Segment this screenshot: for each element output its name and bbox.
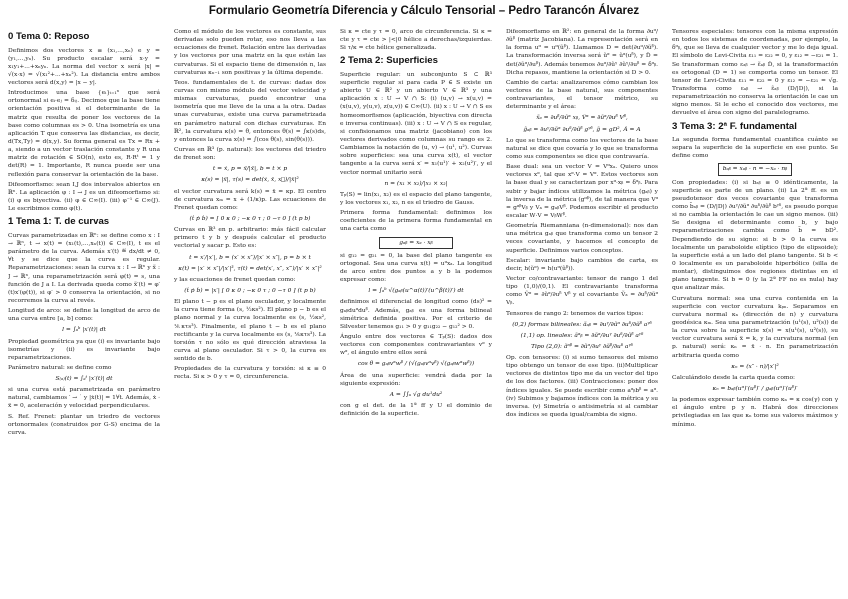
paragraph: Tensores especiales: tensores con la misma expresión en todos los sistemas de coordenadas, por ejemplo, la δᵅᵦ, que se lleva de cualquier vector y me lo deja igual. El símbolo de Levi-Civita ε₁₁ = ε₂₂ = 0, y ε₁₂ = −ε₂₁ = 1. Se transforman como εₐᵦ → ε̃ₐᵦ D̃, si la transformación es ortogonal (D = 1) se comporta como un tensor. El tensor de Levi-Civita ε₁₁ = ε₂₂ = 0 y ε₁₂ = −ε₂₁ = √g. Transforma como εₐᵦ → ε̃ₐᵦ (D/|D|), si la reparametrización no conserva la orientación le cae un signo menos. Si le echo el conocido dos vectores, me devuelve el área con signo del paralelogramo. [672,29,838,117]
paragraph: Geometría Riemanniana (n-dimensional): nos dan una métrica gₐᵦ que transforma como un tensor 2 veces covariante, y hacemos el concepto de superficie. Definimos varios conceptos. [506,223,658,254]
section-heading: 2 Tema 2: Superficies [340,55,438,67]
equation: (1,1) op. lineales: ãᵅᵦ = ∂ũᵅ/∂uᵞ ∂uᵟ/∂ũᵝ aᵞᵟ [520,332,644,339]
equation: S₍ₐ₎(t) = ∫ₐᵗ |x′(t)| dt [55,376,113,383]
paragraph: Difeomorfismo: sean I,J dos intervalos abiertos en ℝⁿ. La aplicación φ : I → J es un difeomorfismo si: (i) φ es biyectiva. (ii) φ ∈ C∞(I). (iii) φ⁻¹ ∈ C∞(J). Le escribimos como φ(t). [8,181,160,213]
paragraph: Curvas en ℝ³ (p. natural): los vectores del triedro de frenet son: [174,146,326,162]
paragraph: Teos. fundamentales de t. de curvas: dadas dos curvas con mismo módulo del vector velocidad y mismas curvaturas, puedo encontrar una isometría que me lleve de la una a la otra. Dadas unas curvaturas, existe una curva parametrizada en parámetro natural con dichas curvaturas. En ℝ², la curvatura κ(s) = θ̇, entonces θ(s) = ∫κ(s)ds, y entonces la curva x(s) = ∫(cos θ(s), sin(θ(s))). [174,79,326,143]
column-1 [8,28,160,596]
frenet-matrix-equation: (ṫ ṗ ḃ) = |x′| [ 0 κ 0 ; −κ 0 τ ; 0 −τ 0 ] (t p b) [184,287,316,294]
column-2 [174,28,326,596]
paragraph: Curvas en ℝ³ en p. arbitrario: más fácil calcular primero t y b y después calcular el producto vectorial y sacar p. Esto es: [174,227,326,250]
equation: n = (x₁ × x₂)/|x₁ × x₂| [384,180,448,187]
paragraph: Longitud de arco: se define la longitud de arco de una curva entre [a, b] como: [8,308,160,323]
paragraph: El plano t − p es el plano osculador, y localmente la curva tiene forma (s, ½κs²). El plano p − b es el plano normal y la curva localmente es (s, ½κs², ⅙κτs³). Finalmente, el plano t − b es el plano rectificante y la curva localmente es (s, ⅙κτs³). La torsión τ no sólo es qué dirección atraviesa la curva al plano osculador. Si τ > 0, la curva es sentido de b. [174,299,326,363]
boxed-formula: bₐᵦ = xₐᵦ · n = −xₐ · nᵦ [718,163,792,175]
paragraph: Superficie regular: un subconjunto S ⊂ ℝ³ superficie regular si para cada P ∈ S existe un abierto U ∈ ℝ² y un abierto V ∈ ℝ³ y una aplicación x : U → V ∩ S: (i) (u,v) → x(u,v) = (x(u,v), y(u,v), z(u,v)) ∈ C∞(U). (ii) x : U → V ∩ S es homeomorfismos (aplicación, biyectiva con directa e inversa continuas). (iii) x : U → V ∩ S es regular, si confisionamos una matriz (jacobiano) con los vectores derivados como columnas su rango es 2. Cambiamos la notación de (u, v) → (u¹, u²). Curvas sobre superficies: sea una curva x(t), el vector tangente a la curva será x′ = x₁(u¹)′ + x₂(u²)′, y el vector normal unitario será [340,71,492,176]
paragraph: Base dual: sea un vector V = Vᵅxₐ. Quiero unos vectores xᵅ, tal que xᵅ·V = Vᵅ. Estos vectores son la base dual y se caracterizan por xᵅ·xᵦ = δᵅᵦ. Para subir y bajar índices utilizamos la métrica (gₐᵦ) y la inversa de la métrica (gᵅᵝ), de tal manera que Vᵅ = gᵅᵝVᵦ y Vₐ = gₐᵦVᵝ. Podemos escribir el producto escalar W·V = VᵦWᵝ. [506,164,658,219]
paragraph: el vector curvatura será k(s) = ẍ = κp. El centro de curvatura xₘ = x + (1/κ)p. Las ecuaciones de Frenet quedan como: [174,188,326,211]
paragraph: Definimos dos vectores x ≡ (x₁,...,xₙ) e y = (y₁,...,yₙ). Su producto escalar será x·y = x₁y₁+...+xₙyₙ. La norma del vector x será |x| = √(x·x) = √(x₁²+...+xₙ²). La distancia entre ambos vectores será d(x,y) = |x − y|. [8,47,160,87]
equation: A = ∫∫ᵤ √g du¹du² [389,391,443,398]
section-heading: 0 Tema 0: Reposo [8,31,90,42]
paragraph: Difeomorfismo en ℝ²: en general de la forma ∂uᵅ/∂ũᵝ (matriz Jacobiana). La representación será en la forma uᵅ = uᵅ(ũᵝ). Llamamos D = det(∂uᵅ/∂ũᵝ). La transformación inversa será ũᵅ = ũᵅ(uᵝ), y D̃ = det(∂ũᵅ/∂uᵝ). Además tenemos ∂uᵅ/∂ũᵞ ∂ũᵞ/∂uᵝ = δᵅᵦ. Dicha repasos, mantiene la orientación si D > 0. [506,29,658,76]
paragraph: Como el módulo de los vectores es constante, sus derivadas solo pueden rotar, eso nos lleva a las ecuaciones de frenet. Relación entre las derivadas y los vectores por una matriz en la que están las curvaturas. Si el espacio tiene de dimensión n, las curvaturas κₙ₋₁ son positivas y la última depende. [174,29,326,76]
equation: l = ∫ₐᵇ √(gₐᵦ(u^α(t))′(u^β(t))′) dt [368,288,464,295]
equation: x̃ₐ = ∂uᵝ/∂ũᵅ xᵦ, Ṽᵅ = ∂ũᵅ/∂uᵝ Vᵝ, [536,115,628,122]
equation: g̃ₐᵦ = ∂uᵞ/∂ũᵅ ∂uᵟ/∂ũᵝ gᵞᵟ, g̃ = gD², Ã = A [523,126,641,133]
column-3 [340,28,492,596]
paragraph: Calculándolo desde la carta queda como: [672,374,796,381]
equation: Tipo (2,0): ãᵅᵝ = ∂ũᵅ/∂uᵞ ∂ũᵝ/∂uᵟ aᵞᵟ [531,343,633,350]
paragraph: Propiedad geométrica ya que (i) es invariante bajo isometrías y (ii) es invariante bajo reparametrizaciones. [8,338,160,361]
section-heading: 3 Tema 3: 2ª F. fundamental [672,120,797,132]
equation: cos θ = gₐᵦvᵅwᵝ / (√(gₐᵦvᵅvᵝ) √(gₐᵦwᵅwᵝ)) [357,361,475,368]
paragraph: con g el det. de la 1ª ff y U el dominio de definición de la superficie. [340,402,492,418]
paragraph: Si κ = cte y τ = 0, arco de circunferencia. Si κ = cte y τ = cte > |<|0 hélice a derechas/izquierdas. Si τ/κ = cte hélice generalizada. [340,29,492,52]
paragraph: Op. con tensores: (i) si sumo tensores del mismo tipo obtengo un tensor de ese tipo. (ii)Multiplicar vectores de distintos tipo me da un vector del tipo de los dos factores. (iii) Contracciones: poner dos índices iguales. Se puede escribir como aᵅᵦbᵝ = aᵅ. (iv) Subimos y bajamos índices con la métrica y su inversa. (v) Simetría o antisimetría si al cambiar dos índices se queda igual/cambia de signo. [506,355,658,419]
column-4 [506,28,658,596]
paragraph: Primera forma fundamental: definimos los coeficientes de la primera forma fundamental en una carta como [340,210,492,233]
paragraph: Tₚ(S) = lin(x₁, x₂) es el espacio del plano tangente, y los vectores x₁, x₂, n es el triedro de Gauss. [340,191,492,207]
page-title: Formulario Geometría Diferencia y Cálculo Tensorial – Pedro Tarancón Álvarez [208,5,640,17]
paragraph: definimos el diferencial de longitud como (ds)² = gₐᵦduᵅduᵝ. Además, gₐᵦ es una forma bilineal simétrica definida positiva. Por el criterio de Silvester tenemos g₁₁ > 0 y g₁₁g₂₂ − g₁₂² > 0. [340,299,492,330]
paragraph: S. Ref. Frenet: plantar un triedro de vectores ortonormales (construidos por G-S) encima de la curva. [8,413,160,436]
equation: t = ẋ, p = ẍ/|ẍ|, b = t × p [212,166,288,173]
paragraph: Tensores de rango 2: tenemos de varios tipos: [506,310,644,317]
column-5 [672,28,838,596]
frenet-matrix-equation: (ṫ ṗ ḃ) = [ 0 κ 0 ; −κ 0 τ ; 0 −τ 0 ] (t p b) [189,215,311,222]
equation: t = x′/|x′|, b = (x′ × x″)/|x′ × x″|, p = b × t [189,254,311,261]
paragraph: Área de una superficie: vendrá dada por la siguiente expresión: [340,372,492,387]
paragraph: Curvas parametrizadas en ℝⁿ: se define como x : I → ℝⁿ, t → x(t) = (x₁(t),...,xₙ(t)) ∈ C∞(I), t es el parámetro de la curva. Además x′(t) ≝ dx/dt ≠ 0, ∀t y se dice que la curva es regular. Reparametrizaciones: sean la curva x : I → ℝⁿ y x̃ : J → ℝⁿ, una reparametrización será φ(t) = s, una función de J a I. La derivada queda como x̃′(t) = φ′(t)x′(φ(t)), si φ′ > 0 conserva la orientación, si no recorremos la curva al revés. [8,232,160,304]
paragraph: La segunda forma fundamental cuantifica cuánto se separa la superficie de la superficie en ese punto. Se define como [672,137,838,160]
paragraph: Vector co/contravariante: tensor de rango 1 del tipo (1,0)/(0,1). El contravariante transforma como Ṽᵅ = ∂ũᵅ/∂uᵝ Vᵝ y el covariante Ṽₐ = ∂uᵝ/∂ũᵅ Vᵦ. [506,275,658,307]
paragraph: si g₁₂ = g₂₁ = 0, la base del plano tangente es ortogonal. Sea una curva x(t) = uᵅxₐ. La longitud de arco entre dos puntos a y b la podemos expresar como: [340,252,492,284]
section-heading: 1 Tema 1: T. de curvas [8,216,110,228]
paragraph: la podemos expresar también como κₙ = κ cos(γ) con γ el ángulo entre p y n. Habrá dos direcciones privilegiadas en las que κₙ tome sus valores máximos y mínimo. [672,397,838,428]
equation: κ(t) = |x′ × x″|/|x′|³, τ(t) = det(x′, x″, x‴)/|x′ × x″|² [178,265,322,272]
equation: (0,2) formas bilineales: ãₐᵦ = ∂uᵞ/∂ũᵅ ∂uᵟ/∂ũᵝ aᵞᵟ [512,321,652,328]
boxed-formula: gₐᵦ = xₐ · xᵦ [379,237,453,249]
equation: κₙ = (x″ · n)/|x′|² [731,363,779,370]
paragraph: y las ecuaciones de frenet quedan como: [174,276,296,283]
paragraph: Introducimos una base {eᵢ}ᵢ₌₁ⁿ que será ortonormal si eᵢ·eⱼ = δᵢⱼ. Decimos que la base tiene orientación positiva si el determinante de la matriz que resulta de poner los vectores de la base como columnas es > 0. Una isometría es una aplicación T que conserva las distancias, es decir, d(Tx,Ty) = d(x,y). Su forma general es Tx = Rx + a, siendo a un vector traslación constante y R una matriz de rotación ∈ SO(n), esto es, R·Rᵗ = 1 y det(R) = 1. Importante, R nunca puede ser una reflexión para conservar la orientación de la base. [8,90,160,178]
equation: l = ∫ₐᵇ |x′(t)| dt [62,327,106,334]
paragraph: Ángulo entre dos vectores ∈ Tₚ(S): dados dos vectores con componentes contravariantes vᵅ y wᵅ, el ángulo entre ellos será [340,334,492,357]
equation: κ(s) = |ẍ|, τ(s) = det(ẋ, ẍ, x⃛)/|ẍ|² [201,177,299,184]
paragraph: Propiedades de la curvatura y torsión: si κ ≡ 0 recta. Si κ > 0 y τ = 0, circunferencia. [174,366,326,381]
paragraph: Escalar: invariante bajo cambios de carta, es decir, h(ũᵅ) = h(uᵅ(ũᵝ)). [506,257,658,272]
equation: κₙ = bₐᵦ(uᵅ)′(uᵝ)′ / gₐᵦ(uᵅ)′(uᵝ)′ [712,385,798,392]
paragraph: Con propiedades: (i) si bₐᵦ ≡ 0 idénticamente, la superficie es parte de un plano. (ii) La 2ª ff. es un pseudotensor dos veces covariante que transforma como b̃ₐᵦ = (D/|D|) ∂uᵞ/∂ũᵅ ∂uᵟ/∂ũᵝ bᵞᵟ, es pseudo porque si no cambia la orientación le cae un signo menos. (iii) Se designa el determinante como b, y bajo reparametrizaciones cambia como b̃ = bD². Dependiendo de su signo: si b > 0 la curva es localmente un paraboloide elíptico (tipo de elipsoide); la superficie está a un lado del plano tangente. Si b < 0 localmente es un paraboloide hiperbólico (silla de montar), distinguimos dos regiones distintas en el plano tangente. Si b = 0 (y la 2ª FF no es nula) hay que analizar más. [672,179,838,292]
paragraph: Parámetro natural: se define como [8,364,112,371]
paragraph: Curvatura normal: sea una curva contenida en la superficie con vector curvatura kₚₙ. Separamos en curvatura normal κₙ (dirección de n) y curvatura geodésica κₘ. Sea una parametrización (u¹(s), u²(s)) de la curva sobre la superficie x(s) = x(u¹(s), u²(s)), su vector curvatura será ẍ = k, y la curvatura normal (en p. natural) será: κₙ = ẍ · n. En parametrización arbitraria queda como [672,295,838,359]
paragraph: si una curva está parametrizada en parámetro natural, cambiamos ′ → ˙ y |ẋ(t)| = 1∀t. Además, ẋ · ẍ = 0, aceleración y velocidad perpendiculares. [8,387,160,410]
paragraph: Lo que se transforma como los vectores de la base natural se dice que covaría y lo que se transforma como sus componentes se dice que contravaría. [506,137,658,160]
paragraph: Cambio de carta: analizaremos cómo cambian los vectores de la base natural, sus componentes contravariantes, el tensor métrico, su determinante y el área: [506,79,658,111]
